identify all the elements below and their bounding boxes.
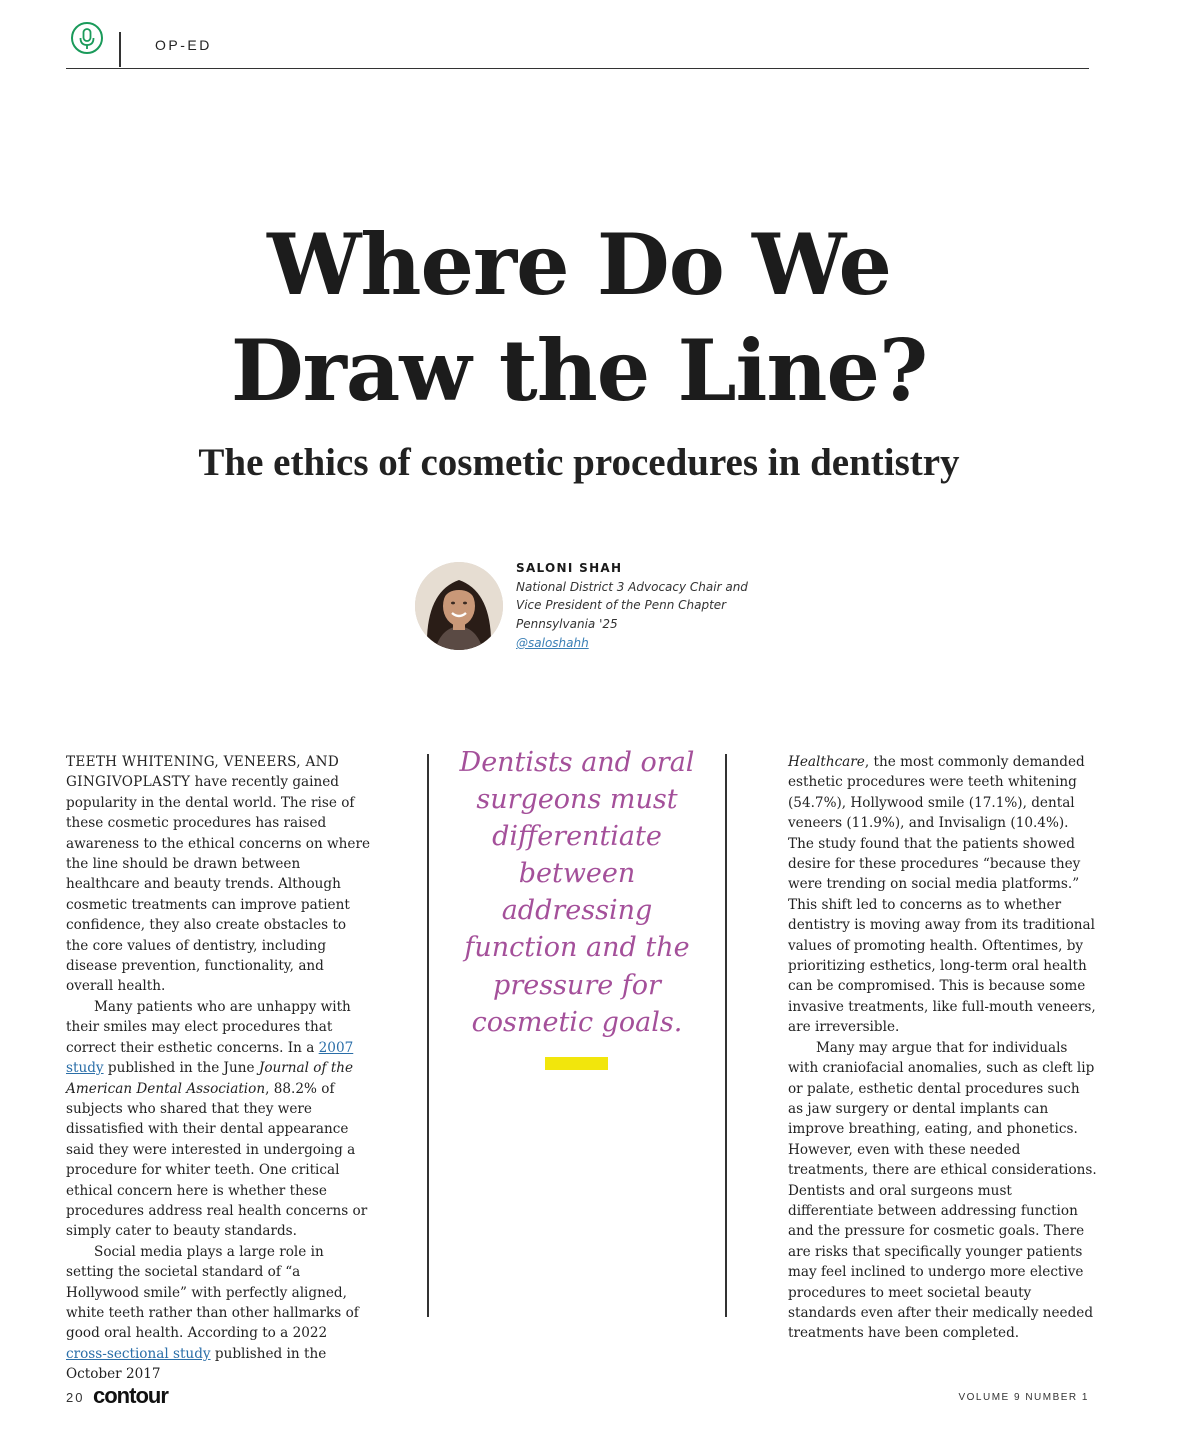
article-title xyxy=(0,212,1158,424)
paragraph-2-text-a: Many patients who are unhappy with their smiles may elect procedures that correct their esthetic concerns. In a xyxy=(66,998,351,1056)
title-line-2: Draw the Line? xyxy=(230,321,928,420)
study-2007-link[interactable]: 2007 study xyxy=(66,1039,354,1077)
page-number: 20 xyxy=(66,1390,85,1405)
author-role-line-2: Vice President of the Penn Chapter xyxy=(516,598,727,612)
lead-in-caps: TEETH WHITENING, VENEERS, AND GINGIVOPLASTY xyxy=(66,754,340,791)
author-school: Pennsylvania '25 xyxy=(516,617,618,631)
microphone-icon xyxy=(71,22,103,54)
paragraph-1 xyxy=(66,752,371,997)
paragraph-3-text-a: Social media plays a large role in setting the societal standard of “a Hollywood smile” with perfectly aligned, white teeth rather than other hallmarks of good oral health. According to a 2022 xyxy=(66,1243,359,1342)
paragraph-5: Many may argue that for individuals with craniofacial anomalies, such as cleft lip or palate, esthetic dental procedures such as jaw surgery or dental implants can improve breathing, eating, and phonetics. However, even with these needed treatments, there are ethical considerations. Dentists and oral surgeons must differentiate between addressing function and the pressure for cosmetic goals. There are risks that specifically younger patients may feel inclined to undergo more elective procedures to meet societal beauty standards even after their medically needed treatments have been completed. xyxy=(788,1039,1097,1342)
author-name: SALONI SHAH xyxy=(516,561,623,575)
column-divider-right xyxy=(725,754,727,1317)
paragraph-4-text: , the most commonly demanded esthetic procedures were teeth whitening (54.7%), Hollywood smile (17.1%), dental veneers (11.9%), and Invisalign (10.4%). The study found that the patients showed desire for these procedures “because they were trending on social media platforms.” This shift led to concerns as to whether dentistry is moving away from its traditional values of promoting health. Oftentimes, by prioritizing esthetics, long-term oral health can be compromised. This is because some invasive treatments, like full-mouth veneers, are irreversible. xyxy=(788,754,1096,1036)
author-handle-link[interactable]: @saloshahh xyxy=(516,636,589,650)
body-column-left xyxy=(66,752,371,1385)
author-avatar xyxy=(415,562,503,650)
page-header xyxy=(66,20,1089,69)
header-divider xyxy=(119,32,121,67)
magazine-logo: contour xyxy=(93,1383,168,1408)
paragraph-2-text-b: published in the June xyxy=(103,1060,259,1077)
section-label: OP-ED xyxy=(155,37,212,53)
paragraph-3 xyxy=(66,1242,371,1385)
journal-healthcare: Healthcare xyxy=(788,754,865,770)
paragraph-3-text-b: published in the October 2017 xyxy=(66,1345,327,1383)
body-column-right xyxy=(788,752,1098,1344)
title-line-1: Where Do We xyxy=(267,215,891,314)
paragraph-2-text-c: , 88.2% of subjects who shared that they were dissatisfied with their dental appearance said they were interested in undergoing a procedure for whiter teeth. One critical ethical concern here is whether these procedures address real health concerns or simply cater to beauty standards. xyxy=(66,1080,368,1240)
pull-quote-accent-bar xyxy=(545,1057,608,1070)
column-divider-left xyxy=(427,754,429,1317)
journal-name: Journal of the American Dental Association xyxy=(66,1060,354,1097)
paragraph-2 xyxy=(66,997,371,1242)
pull-quote: Dentists and oral surgeons must differentiate between addressing function and the pressure for cosmetic goals. xyxy=(459,747,695,1038)
paragraph-1-text: have recently gained popularity in the dental world. The rise of these cosmetic procedures has raised awareness to the ethical concerns on where the line should be drawn between healthcare and beauty trends. Although cosmetic treatments can improve patient confidence, they also create obstacles to the core values of dentistry, including disease prevention, functionality, and overall health. xyxy=(66,774,371,995)
article-subtitle: The ethics of cosmetic procedures in dentistry xyxy=(198,441,960,484)
author-byline xyxy=(415,560,815,660)
paragraph-4 xyxy=(788,752,1098,1038)
cross-sectional-study-link[interactable]: cross-sectional study xyxy=(66,1345,211,1362)
author-role-line-1: National District 3 Advocacy Chair and xyxy=(516,580,748,594)
issue-label: VOLUME 9 NUMBER 1 xyxy=(958,1392,1089,1403)
